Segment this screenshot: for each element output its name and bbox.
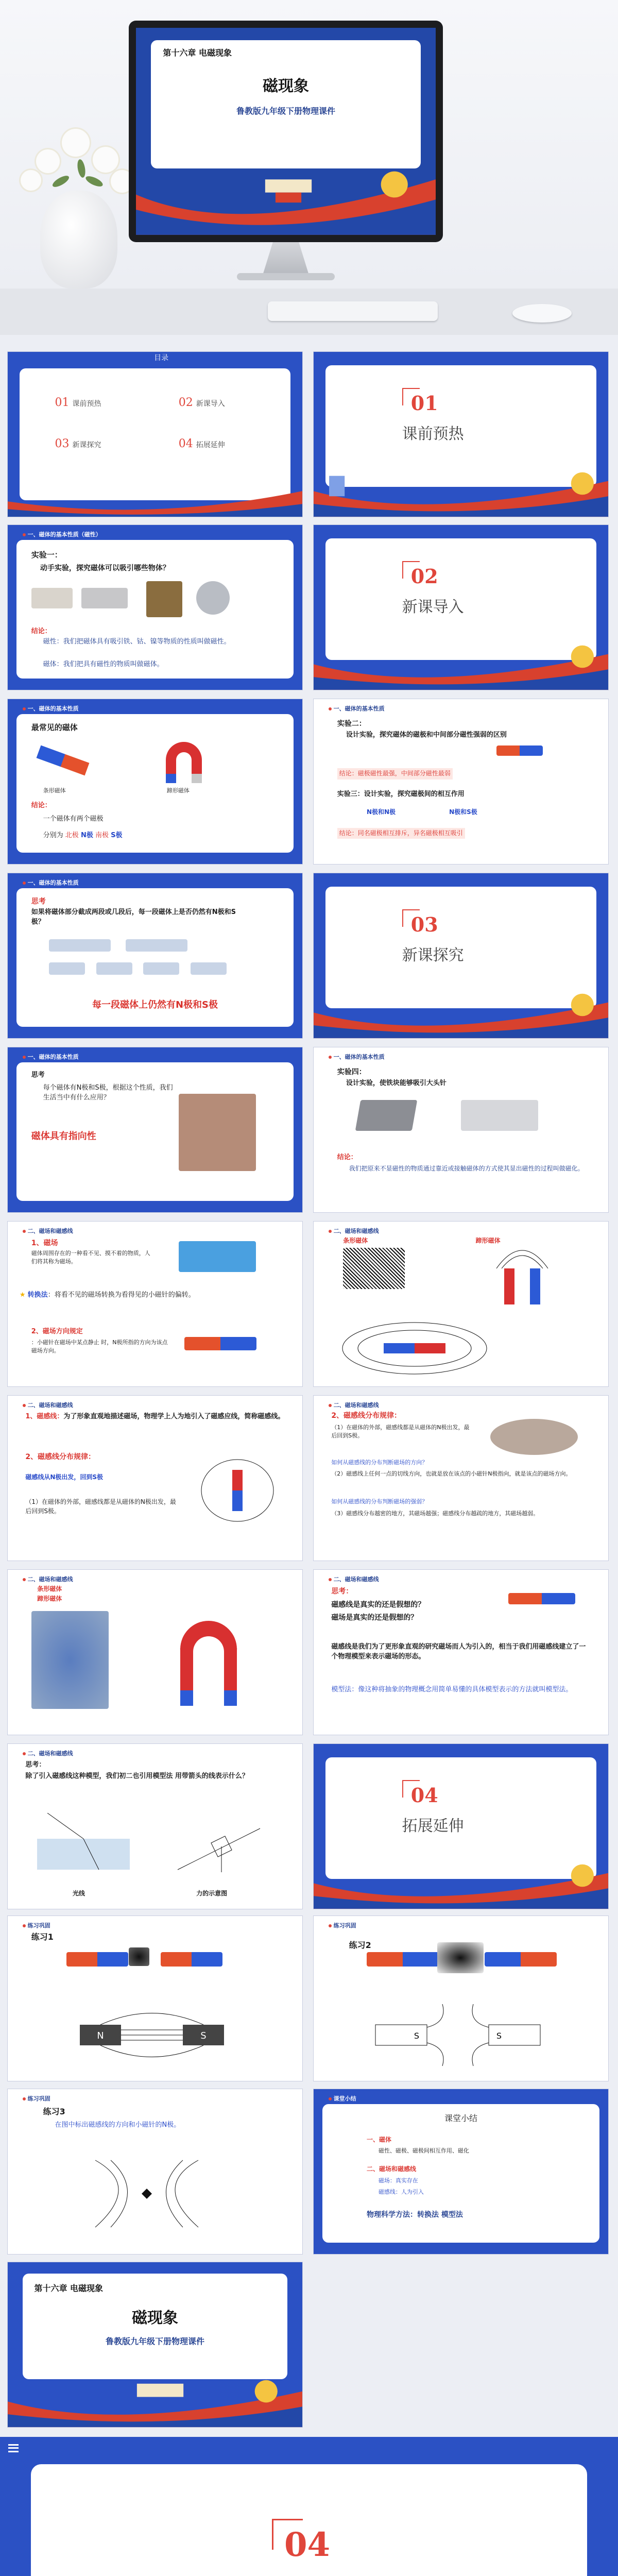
magnet-piece-image — [191, 962, 227, 975]
toc-item-label: 新课探究 — [72, 441, 101, 450]
text: 1、磁感线： — [25, 1413, 64, 1420]
vertical-field-diagram — [196, 1452, 279, 1529]
slide-think-cut-magnet — [7, 873, 303, 1039]
flower-illustration — [21, 170, 41, 191]
field-sketch — [90, 2155, 203, 2232]
text: S极 — [111, 832, 123, 839]
toc-item-num: 03 — [55, 437, 70, 451]
nails-image — [81, 588, 128, 608]
think-label: 思考： — [25, 1761, 46, 1769]
field-diagram — [49, 2002, 255, 2069]
slide-model-method — [313, 1569, 609, 1735]
slide-common-magnets — [7, 699, 303, 865]
flower-illustration — [62, 129, 90, 157]
slide-header: 二、磁场和磁感线 — [23, 1575, 73, 1583]
think-question: 除了引入磁感线这种模型，我们初二也引用模型法 用带箭头的线表示什么？ — [25, 1772, 249, 1781]
slide-summary — [313, 2089, 609, 2255]
conclusion-label: 结论： — [337, 1153, 357, 1161]
horseshoe-magnet-label: 蹄形磁体 — [166, 787, 190, 794]
conclusion-label: 结论： — [31, 628, 52, 636]
practice-title: 练习3 — [43, 2107, 65, 2116]
slide-section-03 — [313, 873, 609, 1039]
magnet-piece-image — [49, 939, 111, 952]
wood-image — [146, 581, 182, 617]
slide-header: 二、磁场和磁感线 — [329, 1227, 379, 1235]
flower-illustration — [93, 147, 118, 173]
slide-header: 二、磁场和磁感线 — [329, 1401, 379, 1409]
experiment-label: 实验二： — [337, 720, 366, 728]
cover-decoration — [136, 164, 436, 235]
answer-text: 磁体具有指向性 — [31, 1131, 96, 1142]
keyboard-illustration — [268, 301, 438, 321]
slide-section-04 — [313, 1743, 609, 1909]
objects-image — [31, 588, 73, 608]
slide-header: 一、磁体的基本性质 — [23, 878, 79, 887]
flower-illustration — [36, 149, 60, 173]
summary-item-1: 磁性、磁极、磁极间相互作用、磁化 — [378, 2147, 469, 2154]
hero-mockup — [0, 0, 618, 335]
question-2: 磁场是真实的还是假想的？ — [331, 1614, 418, 1622]
large-slide-section-04 — [0, 2437, 618, 2576]
bar-field-diagram — [337, 1317, 492, 1379]
rule-1: （1）在磁体的外部，磁感线都是从磁体的N极出发，最后回到S极。 — [331, 1424, 470, 1439]
magnet-piece-image — [49, 962, 85, 975]
conclusion-1: 结论：磁极磁性最强，中间部分磁性最弱 — [337, 768, 453, 779]
distribution-detail: （1）在磁体的外部，磁感线都是从磁体的N极出发，最后回到S极。 — [25, 1498, 176, 1515]
section-title: 课前预热 — [402, 425, 464, 444]
coin-image — [196, 581, 230, 615]
slide-section-02 — [313, 524, 609, 690]
text: 南极 — [95, 832, 109, 839]
summary-item-2b: 磁感线：人为引入 — [378, 2189, 424, 2195]
cover-chapter: 第十六章 电磁现象 — [34, 2283, 104, 2294]
experiment-label: 实验一： — [31, 550, 62, 560]
summary-methods: 物理科学方法：转换法 模型法 — [366, 2210, 463, 2219]
toc-item-num: 04 — [178, 437, 193, 451]
conclusion-label: 结论： — [31, 802, 52, 810]
force-label: 力的示意图 — [196, 1889, 228, 1897]
pole-label-s: S — [496, 2031, 502, 2041]
slide-field-rules — [313, 1395, 609, 1561]
think-question: 每个磁体有N极和S极，根据这个性质，我们生活当中有什么应用？ — [43, 1084, 173, 1102]
slide-header: 一、磁体的基本性质 — [23, 1053, 79, 1061]
text: 转换法 — [27, 1291, 48, 1299]
slide-closing-cover — [7, 2262, 303, 2428]
think-question: 如果将磁体部分截成两段或几段后，每一段磁体上是否仍然有N极和S极？ — [31, 908, 236, 926]
think-label: 思考 — [31, 897, 46, 906]
compass-experiment-image — [179, 1241, 256, 1272]
slide-practice-3 — [7, 2089, 303, 2255]
model-definition: 模型法：像这种将抽象的物理概念用简单易懂的具体模型表示的方法就叫模型法。 — [331, 1686, 573, 1693]
slide-header: 二、磁场和磁感线 — [23, 1227, 73, 1235]
magnet-piece-image — [96, 962, 132, 975]
slide-header: 课堂小结 — [329, 2094, 356, 2103]
summary-heading-1: 一、磁体 — [366, 2136, 391, 2143]
practice-question: 在图中标出磁感线的方向和小磁针的N极。 — [55, 2121, 181, 2129]
summary-heading-2: 二、磁场和磁感线 — [366, 2165, 416, 2173]
iron-filings-image — [343, 1248, 405, 1289]
slide-header: 一、磁体的基本性质 — [23, 704, 79, 713]
field-title: 1、磁场 — [31, 1239, 58, 1247]
iron-block-image — [355, 1100, 418, 1131]
filings-image — [437, 1942, 484, 1973]
compass-ring-image — [490, 1419, 578, 1455]
slide-field-patterns — [313, 1221, 609, 1387]
bar-magnet-image — [161, 1952, 222, 1967]
pins-image — [461, 1100, 538, 1131]
question-2: 如何从磁感线的分布判断磁场的强弱？ — [331, 1498, 428, 1505]
slide-header: 二、磁场和磁感线 — [329, 1575, 379, 1583]
bar-magnet-label: 条形磁体 — [43, 787, 66, 794]
toc-item-num: 02 — [178, 396, 193, 410]
magnet-piece-image — [126, 939, 187, 952]
slide-header: 练习巩固 — [329, 1921, 356, 1929]
bar-magnet-image — [508, 1593, 575, 1604]
slide-field-lines — [7, 1395, 303, 1561]
section-title: 拓展延伸 — [402, 1817, 464, 1836]
conclusion-text: 我们把原来不显磁性的物质通过靠近或接触磁体的方式使其显出磁性的过程叫做磁化。 — [349, 1165, 584, 1173]
bar-magnet-image — [66, 1952, 128, 1967]
experiment-question: 动手实验，探究磁体可以吸引哪些物体？ — [40, 564, 170, 572]
text: 北极 — [65, 832, 79, 839]
horseshoe-filings-image — [31, 1611, 109, 1709]
method-line — [20, 1291, 285, 1300]
direction-desc: ：小磁针在磁场中某点静止 时，N极所指的方向为该点磁场方向。 — [31, 1339, 168, 1354]
slide-experiment-4 — [313, 1047, 609, 1213]
section-title — [247, 2573, 358, 2576]
answer-text: 每一段磁体上仍然有N极和S极 — [92, 999, 218, 1011]
fieldline-def — [25, 1412, 284, 1422]
bar-magnet-label: 条形磁体 — [37, 1585, 62, 1592]
think-label: 思考 — [31, 1071, 45, 1079]
slide-think-application — [7, 1047, 303, 1213]
cover-subtitle: 鲁教版九年级下册物理课件 — [236, 106, 335, 116]
slide-header: 练习巩固 — [23, 1921, 50, 1929]
section-number: 04 — [410, 1783, 438, 1807]
magnet-piece-image — [143, 962, 179, 975]
cover-chapter: 第十六章 电磁现象 — [163, 48, 232, 58]
text: ：将看不见的磁场转换为看得见的小磁针的偏转。 — [47, 1291, 195, 1299]
cover-slide-on-screen — [136, 28, 436, 235]
toc-item-label: 新课导入 — [196, 400, 225, 409]
rule-3: （3）磁感线分布越密的地方，其磁场越强；磁感线分布越疏的地方，其磁场越弱。 — [331, 1510, 539, 1517]
practice-title: 练习2 — [349, 1940, 371, 1950]
text: 分别为 — [43, 832, 63, 839]
slide-magnetic-field — [7, 1221, 303, 1387]
slide-think-models — [7, 1743, 303, 1909]
cover-title: 磁现象 — [132, 2309, 178, 2328]
experiment-label: 实验四： — [337, 1068, 366, 1077]
monitor-stand-base — [237, 273, 335, 280]
experiment-question: 设计实验，使铁块能够吸引大头针 — [346, 1079, 447, 1087]
bar-magnet-image — [367, 1952, 439, 1967]
practice-title: 练习1 — [31, 1931, 54, 1942]
question-1: 磁感线是真实的还是假想的？ — [331, 1600, 425, 1609]
experiment-question: 设计实验，探究磁体的磁极和中间部分磁性强弱的区别 — [346, 731, 507, 739]
horseshoe-magnet-image — [161, 742, 207, 783]
slide-header: 二、磁场和磁感线 — [23, 1401, 73, 1409]
field-desc: 磁体周围存在的一种看不见、摸不着的物质，人们将其称为磁场。 — [31, 1250, 150, 1265]
light-ray-label: 光线 — [72, 1889, 85, 1897]
toc-item-num: 01 — [55, 396, 70, 410]
pole-label-s: S — [200, 2030, 207, 2042]
section-title: 新课探究 — [402, 946, 464, 965]
rule-2: （2）磁感线上任何一点的切线方向，也就是放在该点的小磁针N极指向，就是该点的磁场方向。 — [331, 1470, 572, 1477]
bar-magnet-label: 条形磁体 — [343, 1236, 368, 1244]
question-1: 如何从磁感线的分布判断磁场的方向？ — [331, 1459, 428, 1466]
slide-section-01 — [313, 351, 609, 517]
horseshoe-field-diagram — [476, 1248, 569, 1310]
toc-card — [20, 368, 290, 500]
horseshoe-magnet-label: 蹄形磁体 — [37, 1595, 62, 1602]
menu-icon[interactable] — [8, 2444, 19, 2452]
section-number: 04 — [284, 2525, 331, 2564]
monitor-frame — [129, 21, 443, 242]
section-number: 02 — [410, 564, 438, 588]
slide-experiment-2-3 — [313, 699, 609, 865]
toc-item-02[interactable] — [179, 396, 225, 409]
section-title: 新课导入 — [402, 598, 464, 617]
cover-subtitle: 鲁教版九年级下册物理课件 — [105, 2336, 204, 2346]
slide-header: 二、磁场和磁感线 — [23, 1749, 73, 1757]
conclusion-line-1: 一个磁体有两个磁极 — [43, 815, 104, 823]
star-icon: ★ — [19, 1291, 26, 1299]
experiment-3: 实验三：设计实验，探究磁极间的相互作用 — [337, 790, 465, 798]
slide-title: 最常见的磁体 — [31, 722, 78, 732]
summary-title: 课堂小结 — [444, 2113, 477, 2123]
distribution-title: 2、磁感线分布规律： — [25, 1452, 96, 1461]
bar-magnet-image — [184, 1337, 256, 1350]
slide-card — [322, 2104, 599, 2243]
compass-spoon-image — [179, 1094, 256, 1171]
think-label: 思考： — [331, 1587, 353, 1596]
slide-header: 一、磁体的基本性质 — [329, 1053, 385, 1061]
slide-experiment-1 — [7, 524, 303, 690]
slide-practice-2 — [313, 1916, 609, 2081]
slide-header: 一、磁体的基本性质（磁性） — [23, 530, 101, 538]
toc-item-01[interactable] — [55, 396, 101, 409]
section-number: 03 — [410, 912, 438, 936]
conclusion-1: 磁性：我们把磁体具有吸引铁、钴、镍等物质的性质叫做磁性。 — [43, 637, 231, 646]
ns-label: N极和S极 — [449, 808, 477, 816]
section-number: 01 — [410, 391, 438, 415]
toc-label: 目录 — [143, 351, 179, 365]
conclusion-2: 磁体：我们把具有磁性的物质叫做磁体。 — [43, 660, 164, 669]
pole-label-s: S — [414, 2031, 420, 2041]
direction-title: 2、磁场方向规定 — [31, 1327, 83, 1335]
slide-field-images — [7, 1569, 303, 1735]
slide-practice-1 — [7, 1916, 303, 2081]
summary-item-2a: 磁场：真实存在 — [378, 2177, 418, 2184]
light-ray-diagram — [37, 1813, 130, 1875]
bar-magnet-image — [485, 1952, 557, 1967]
conclusion-2: 结论：同名磁极相互排斥，异名磁极相互吸引 — [337, 828, 465, 839]
filings-image — [129, 1947, 149, 1966]
toc-item-04[interactable] — [179, 437, 225, 450]
text: 为了形象直观地描述磁场，物理学上人为地引入了磁感应线，简称磁感线。 — [63, 1413, 285, 1420]
toc-item-label: 拓展延伸 — [196, 441, 225, 450]
slide-header: 练习巩固 — [23, 2094, 50, 2103]
nn-label: N极和N极 — [366, 808, 396, 816]
distribution-rule: 磁感线从N极出发，回到S极 — [25, 1473, 103, 1481]
rules-title: 2、磁感线分布规律： — [331, 1411, 402, 1420]
slide-header: 一、磁体的基本性质 — [329, 704, 385, 713]
text: N极 — [80, 832, 93, 839]
horseshoe-magnet-label: 蹄形磁体 — [475, 1236, 501, 1244]
conclusion-line-2 — [43, 831, 123, 841]
cover-decoration — [8, 2371, 302, 2427]
cover-title: 磁现象 — [263, 77, 309, 96]
model-desc: 磁感线是我们为了更形象直观的研究磁场而人为引入的，相当于我们用磁感线建立了一个物理模型来表示磁场的形态。 — [331, 1642, 586, 1660]
vase-illustration — [40, 191, 117, 289]
field-diagram — [355, 2002, 561, 2069]
slide-toc — [7, 351, 303, 517]
horseshoe-field-diagram — [149, 1603, 268, 1721]
toc-item-03[interactable] — [55, 437, 101, 450]
toc-item-label: 课前预热 — [72, 400, 101, 409]
pole-label-n: N — [97, 2030, 104, 2042]
mouse-illustration — [512, 304, 572, 323]
force-diagram — [173, 1813, 265, 1875]
bar-magnet-image — [496, 745, 543, 756]
